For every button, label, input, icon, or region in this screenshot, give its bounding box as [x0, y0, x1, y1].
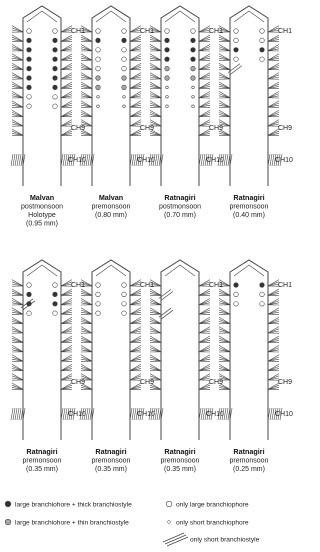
- chaetiger-row: [81, 91, 141, 98]
- branchia-marker-right: [53, 95, 58, 100]
- branchia-marker-left: [234, 57, 239, 62]
- branchia-marker-right: [123, 105, 126, 108]
- branchia-marker-right: [53, 292, 58, 297]
- branchia-marker-left: [165, 57, 170, 62]
- chaetiger-row: [150, 298, 210, 305]
- chaetiger-row: [150, 101, 210, 108]
- label-ch10: CH10: [206, 157, 224, 164]
- chaetiger-row: [150, 374, 210, 381]
- chaetiger-row: [150, 54, 210, 61]
- branchia-marker-left: [96, 29, 101, 34]
- chaetiger-row: [12, 82, 72, 89]
- branchia-marker-right: [191, 76, 196, 81]
- chaetiger-10-chaetae: [149, 154, 213, 166]
- label-ch9: CH9: [140, 125, 155, 132]
- chaetiger-row: [219, 63, 279, 70]
- chaetiger-row: [150, 327, 210, 334]
- branchia-marker-right: [260, 29, 265, 34]
- label-ch1: CH1: [140, 28, 155, 35]
- branchia-marker-left: [96, 48, 101, 53]
- chaetiger-row: [219, 327, 279, 334]
- chaetiger-row: [81, 355, 141, 362]
- branchia-marker-left: [166, 96, 169, 99]
- chaetiger-row: [150, 336, 210, 343]
- label-ch10: CH10: [206, 411, 224, 418]
- chaetiger-row: [219, 101, 279, 108]
- branchia-marker-left: [27, 95, 32, 100]
- chaetiger-row: [150, 73, 210, 80]
- chaetiger-row: [219, 280, 279, 287]
- branchia-marker-left: [234, 283, 239, 288]
- branchia-marker-right: [191, 66, 196, 71]
- chaetiger-10-chaetae: [149, 408, 213, 420]
- caption-location: Malvan: [29, 193, 55, 202]
- branchia-marker-right: [260, 292, 265, 297]
- caption-extra: Holotype: [28, 212, 56, 219]
- branchia-marker-right: [191, 57, 196, 62]
- branchia-marker-right: [191, 38, 196, 43]
- chaetiger-row: [219, 129, 279, 136]
- branchia-marker-right: [122, 66, 127, 71]
- branchia-marker-right: [260, 283, 265, 288]
- caption-size: (0.40 mm): [233, 212, 265, 219]
- caption-location: Ratnagiri: [164, 447, 196, 456]
- chaetiger-row: [219, 26, 279, 33]
- chaetiger-row: [12, 120, 72, 127]
- chaetiger-row: [81, 73, 141, 80]
- label-ch10: CH10: [275, 157, 293, 164]
- chaetiger-row: [81, 374, 141, 381]
- chaetiger-row: [150, 383, 210, 390]
- branchia-marker-left: [27, 66, 32, 71]
- chaetiger-row: [219, 364, 279, 371]
- branchia-marker-right: [191, 48, 196, 53]
- specimen-6: [80, 260, 155, 473]
- chaetiger-row: [12, 383, 72, 390]
- chaetiger-row: [219, 374, 279, 381]
- branchia-marker-left: [96, 57, 101, 62]
- chaetiger-row: [81, 110, 141, 117]
- chaetiger-10-chaetae: [80, 408, 144, 420]
- chaetiger-row: [150, 63, 210, 70]
- chaetiger-10-chaetae: [218, 154, 282, 166]
- chaetiger-10-chaetae: [11, 408, 75, 420]
- caption-location: Malvan: [98, 193, 124, 202]
- branchia-marker-right: [122, 38, 127, 43]
- branchia-marker-left: [27, 85, 32, 90]
- chaetiger-row: [81, 101, 141, 108]
- chaetiger-row: [12, 364, 72, 371]
- chaetiger-row: [81, 120, 141, 127]
- legend-marker-large-thin: [5, 519, 11, 525]
- branchia-marker-left: [165, 48, 170, 53]
- chaetiger-row: [219, 336, 279, 343]
- legend-label-only-short-style: only short branchiostyle: [190, 536, 260, 544]
- chaetiger-row: [150, 280, 210, 287]
- label-ch9: CH9: [209, 125, 224, 132]
- branchia-marker-left: [27, 283, 32, 288]
- branchia-marker-right: [53, 302, 58, 307]
- legend: [5, 501, 259, 546]
- chaetiger-row: [219, 82, 279, 89]
- chaetiger-row: [81, 364, 141, 371]
- branchia-marker-left: [27, 48, 32, 53]
- chaetiger-row: [12, 44, 72, 51]
- label-ch9: CH9: [71, 125, 86, 132]
- chaetiger-row: [81, 26, 141, 33]
- branchia-marker-right: [53, 104, 58, 109]
- label-ch10: CH10: [68, 411, 86, 418]
- branchia-marker-right: [53, 66, 58, 71]
- chaetiger-row: [150, 26, 210, 33]
- chaetiger-row: [12, 129, 72, 136]
- chaetiger-row: [150, 82, 210, 89]
- branchia-marker-left: [234, 38, 239, 43]
- caption-season: premonsoon: [229, 203, 269, 211]
- specimen-4: [218, 6, 293, 219]
- specimen-1: [11, 6, 86, 228]
- branchia-marker-right: [260, 48, 265, 53]
- caption-season: premonsoon: [91, 203, 131, 211]
- branchia-marker-left: [165, 76, 170, 81]
- branchia-marker-right: [122, 48, 127, 53]
- chaetiger-row: [219, 308, 279, 315]
- branchia-marker-left: [166, 86, 169, 89]
- branchia-marker-right: [53, 76, 58, 81]
- chaetiger-row: [219, 44, 279, 51]
- branchia-marker-right: [260, 38, 265, 43]
- branchia-marker-right: [122, 57, 127, 62]
- legend-marker-large-thick: [5, 501, 11, 507]
- branchia-marker-left: [96, 66, 101, 71]
- chaetiger-row: [81, 280, 141, 287]
- caption-location: Ratnagiri: [26, 447, 58, 456]
- branchia-marker-right: [123, 96, 126, 99]
- label-ch1: CH1: [278, 28, 293, 35]
- branchia-marker-right: [260, 57, 265, 62]
- branchia-marker-left: [234, 292, 239, 297]
- label-ch1: CH1: [71, 282, 86, 289]
- branchia-marker-right: [191, 29, 196, 34]
- caption-season: premonsoon: [91, 457, 131, 465]
- branchia-marker-right: [122, 292, 127, 297]
- chaetiger-row: [150, 345, 210, 352]
- chaetiger-row: [81, 44, 141, 51]
- caption-season: premonsoon: [160, 457, 200, 465]
- chaetiger-row: [219, 91, 279, 98]
- specimen-5: [11, 260, 86, 473]
- chaetiger-row: [150, 317, 210, 324]
- chaetiger-row: [12, 73, 72, 80]
- chaetiger-row: [81, 298, 141, 305]
- caption-location: Ratnagiri: [95, 447, 127, 456]
- chaetiger-10-chaetae: [218, 408, 282, 420]
- branchia-marker-left: [27, 104, 32, 109]
- chaetiger-row: [150, 355, 210, 362]
- branchia-marker-right: [122, 302, 127, 307]
- chaetiger-row: [12, 327, 72, 334]
- chaetiger-row: [12, 91, 72, 98]
- legend-marker-only-large: [166, 501, 172, 507]
- branchia-marker-left: [96, 283, 101, 288]
- branchia-marker-right: [53, 38, 58, 43]
- label-ch9: CH9: [71, 379, 86, 386]
- chaetiger-row: [150, 110, 210, 117]
- branchia-marker-right: [122, 283, 127, 288]
- label-ch9: CH9: [209, 379, 224, 386]
- specimen-8: [218, 260, 293, 473]
- specimen-7: [149, 260, 224, 473]
- caption-season: postmonsoon: [158, 203, 202, 211]
- chaetiger-row: [12, 101, 72, 108]
- legend-label-large-thick: large branchiohore + thick branchiostyle: [15, 501, 132, 509]
- chaetiger-row: [81, 383, 141, 390]
- branchia-marker-left: [96, 38, 101, 43]
- branchia-marker-right: [192, 96, 195, 99]
- chaetiger-row: [81, 54, 141, 61]
- caption-size: (0.35 mm): [164, 466, 196, 473]
- chaetiger-row: [12, 336, 72, 343]
- chaetiger-row: [219, 54, 279, 61]
- chaetiger-row: [12, 26, 72, 33]
- chaetiger-row: [219, 298, 279, 305]
- chaetiger-row: [81, 345, 141, 352]
- branchia-marker-left: [96, 76, 101, 81]
- chaetiger-row: [12, 298, 72, 305]
- caption-season: premonsoon: [229, 457, 269, 465]
- chaetiger-row: [219, 383, 279, 390]
- branchia-marker-left: [165, 38, 170, 43]
- chaetiger-row: [150, 364, 210, 371]
- branchia-marker-left: [97, 96, 100, 99]
- branchia-marker-left: [97, 105, 100, 108]
- legend-marker-only-short-phore: [168, 521, 171, 524]
- branchia-marker-left: [234, 29, 239, 34]
- caption-location: Ratnagiri: [233, 447, 265, 456]
- caption-season: premonsoon: [22, 457, 62, 465]
- caption-season: postmonsoon: [20, 203, 64, 211]
- branchia-marker-left: [96, 302, 101, 307]
- chaetiger-row: [12, 63, 72, 70]
- chaetiger-row: [12, 374, 72, 381]
- branchia-marker-right: [122, 85, 127, 90]
- branchia-marker-right: [260, 302, 265, 307]
- label-ch9: CH9: [140, 379, 155, 386]
- specimen-diagrams: [11, 6, 293, 473]
- chaetiger-row: [150, 129, 210, 136]
- chaetiger-row: [12, 54, 72, 61]
- chaetiger-row: [150, 44, 210, 51]
- legend-label-only-short-phore: only short branchiophore: [176, 519, 249, 527]
- chaetiger-row: [12, 110, 72, 117]
- caption-size: (0.70 mm): [164, 212, 196, 219]
- caption-size: (0.35 mm): [26, 466, 58, 473]
- branchia-marker-left: [96, 311, 101, 316]
- branchia-marker-right: [53, 29, 58, 34]
- chaetiger-10-chaetae: [11, 154, 75, 166]
- label-ch1: CH1: [209, 282, 224, 289]
- caption-size: (0.80 mm): [95, 212, 127, 219]
- label-ch10: CH10: [137, 157, 155, 164]
- chaetiger-row: [81, 336, 141, 343]
- label-ch9: CH9: [278, 379, 293, 386]
- chaetiger-row: [12, 317, 72, 324]
- legend-label-only-large: only large branchiophore: [176, 501, 249, 509]
- label-ch1: CH1: [209, 28, 224, 35]
- chaetiger-row: [81, 82, 141, 89]
- branchia-marker-left: [27, 29, 32, 34]
- caption-location: Ratnagiri: [164, 193, 196, 202]
- label-ch9: CH9: [278, 125, 293, 132]
- chaetiger-row: [12, 280, 72, 287]
- caption-size: (0.95 mm): [26, 220, 58, 228]
- branchia-marker-right: [53, 283, 58, 288]
- chaetiger-row: [81, 327, 141, 334]
- legend-label-large-thin: large branchiohore + thin branchiostyle: [15, 519, 129, 527]
- branchia-marker-left: [96, 292, 101, 297]
- body-outline: [161, 260, 199, 440]
- chaetiger-row: [150, 91, 210, 98]
- legend-marker-only-short-style: [163, 533, 188, 546]
- branchia-marker-right: [192, 105, 195, 108]
- chaetiger-row: [219, 355, 279, 362]
- branchia-marker-left: [165, 29, 170, 34]
- chaetiger-row: [12, 345, 72, 352]
- branchia-marker-left: [27, 292, 32, 297]
- label-ch1: CH1: [278, 282, 293, 289]
- chaetiger-row: [219, 110, 279, 117]
- chaetiger-row: [12, 308, 72, 315]
- chaetiger-row: [12, 35, 72, 42]
- chaetiger-row: [150, 35, 210, 42]
- label-ch10: CH10: [68, 157, 86, 164]
- branchia-marker-right: [53, 311, 58, 316]
- branchia-marker-left: [234, 302, 239, 307]
- branchia-marker-left: [166, 105, 169, 108]
- specimen-3: [149, 6, 224, 219]
- label-ch10: CH10: [275, 411, 293, 418]
- chaetiger-row: [81, 35, 141, 42]
- chaetiger-10-chaetae: [80, 154, 144, 166]
- chaetiger-row: [81, 308, 141, 315]
- chaetiger-row: [219, 120, 279, 127]
- specimen-2: [80, 6, 155, 219]
- chaetiger-row: [12, 355, 72, 362]
- chaetiger-row: [81, 317, 141, 324]
- branchia-marker-right: [53, 57, 58, 62]
- label-ch1: CH1: [140, 282, 155, 289]
- branchia-marker-right: [53, 85, 58, 90]
- chaetiger-row: [150, 308, 210, 315]
- branchia-marker-left: [27, 311, 32, 316]
- label-ch1: CH1: [71, 28, 86, 35]
- branchia-marker-left: [165, 66, 170, 71]
- branchia-marker-right: [122, 311, 127, 316]
- chaetiger-row: [150, 120, 210, 127]
- branchia-marker-right: [192, 86, 195, 89]
- caption-location: Ratnagiri: [233, 193, 265, 202]
- branchia-marker-right: [53, 48, 58, 53]
- chaetiger-row: [219, 35, 279, 42]
- chaetiger-row: [150, 289, 210, 296]
- chaetiger-row: [81, 63, 141, 70]
- branchia-marker-left: [27, 57, 32, 62]
- branchia-marker-left: [27, 38, 32, 43]
- caption-size: (0.25 mm): [233, 466, 265, 473]
- chaetiger-row: [81, 289, 141, 296]
- chaetiger-row: [81, 129, 141, 136]
- chaetiger-row: [219, 345, 279, 352]
- caption-size: (0.35 mm): [95, 466, 127, 473]
- branchia-marker-right: [122, 76, 127, 81]
- chaetiger-row: [219, 317, 279, 324]
- chaetiger-row: [12, 289, 72, 296]
- label-ch10: CH10: [137, 411, 155, 418]
- branchia-marker-left: [234, 48, 239, 53]
- branchia-marker-left: [96, 85, 101, 90]
- branchia-marker-right: [122, 29, 127, 34]
- chaetiger-row: [219, 73, 279, 80]
- chaetiger-row: [219, 289, 279, 296]
- branchia-marker-left: [27, 76, 32, 81]
